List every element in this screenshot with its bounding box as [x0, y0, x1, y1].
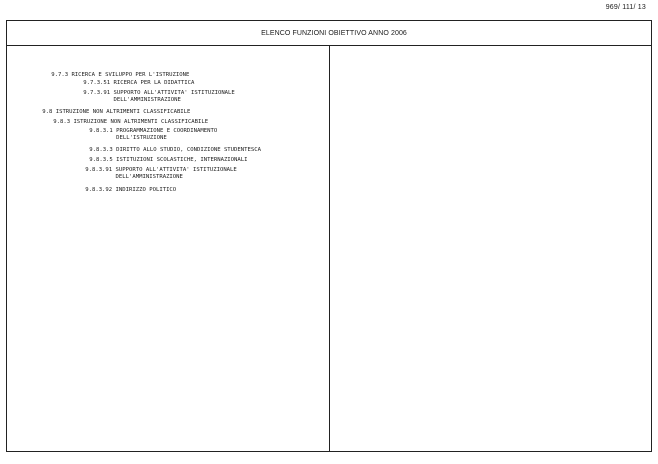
document-table-frame — [6, 20, 652, 452]
item-text: SUPPORTO ALL'ATTIVITA' ISTITUZIONALE DELL'AMMINISTRAZIONE — [115, 167, 237, 180]
item-code: 9.8.3.3 — [89, 147, 113, 153]
item-code: 9.8 — [42, 109, 53, 115]
item-code: 9.7.3 — [51, 72, 69, 78]
list-item — [65, 180, 176, 201]
item-code: 9.8.3 — [53, 119, 71, 125]
item-code: 9.8.3.91 — [85, 167, 113, 173]
item-text: ISTRUZIONE NON ALTRIMENTI CLASSIFICABILE — [73, 119, 209, 125]
item-text: INDIRIZZO POLITICO — [115, 187, 177, 193]
left-column — [7, 46, 329, 451]
item-code: 9.8.3.1 — [89, 128, 113, 134]
item-code: 9.7.3.91 — [83, 90, 111, 96]
item-code: 9.8.3.5 — [89, 157, 113, 163]
item-text: RICERCA E SVILUPPO PER L'ISTRUZIONE — [71, 72, 190, 78]
header-title: ELENCO FUNZIONI OBIETTIVO ANNO 2006 — [261, 29, 407, 37]
page-number: 969/ 111/ 13 — [605, 4, 646, 11]
header-band — [7, 21, 651, 46]
item-text: ISTRUZIONE NON ALTRIMENTI CLASSIFICABILE — [55, 109, 191, 115]
item-text: RICERCA PER LA DIDATTICA — [113, 80, 195, 86]
item-text: PROGRAMMAZIONE E COORDINAMENTO DELL'ISTRUZIONE — [116, 128, 218, 141]
item-text: ISTITUZIONI SCOLASTICHE, INTERNAZIONALI — [116, 157, 248, 163]
right-column — [330, 46, 651, 451]
item-code: 9.8.3.92 — [85, 187, 113, 193]
item-text: DIRITTO ALLO STUDIO, CONDIZIONE STUDENTESCA — [116, 147, 261, 153]
item-code: 9.7.3.51 — [83, 80, 111, 86]
item-text: SUPPORTO ALL'ATTIVITA' ISTITUZIONALE DELL'AMMINISTRAZIONE — [113, 90, 235, 103]
